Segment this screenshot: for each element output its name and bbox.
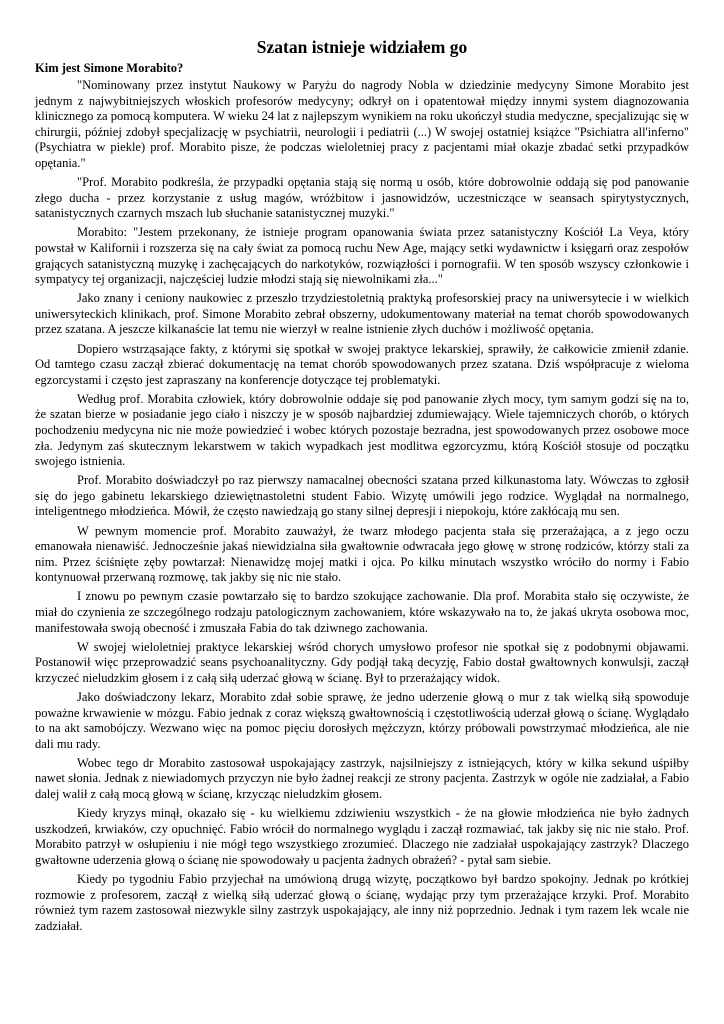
paragraph: I znowu po pewnym czasie powtarzało się to bardzo szokujące zachowanie. Dla prof. Morabita stało się oczywiste, że miał do czynienia ze szczególnego rodzaju patologicznym zachowaniem, które wskazywało na to, że jakaś ukryta osobowa moc, manifestowała swoją obecność i zmuszała Fabia do tak dziwnego zachowania. [35,589,689,635]
article-title: Szatan istnieje widziałem go [256,37,468,57]
paragraph: W pewnym momencie prof. Morabito zauważył, że twarz młodego pacjenta stała się przerażająca, a z jego oczu emanowała nienawiść. Jednocześnie jakaś niewidzialna siła gwałtownie odwracała jego głowę w stronę rodziców, którzy stali za nim. Przez ściśnięte zęby powtarzał: Nienawidzę mojej matki i ojca. Po kilku minutach wszystko wróciło do normy i Fabio kontynuował przerwaną rozmowę, tak jakby się nic nie stało. [35,523,689,585]
paragraph: Jako doświadczony lekarz, Morabito zdał sobie sprawę, że jedno uderzenie głową o mur z tak wielką siłą spowoduje poważne krwawienie w mózgu. Fabio jednak z coraz większą gwałtownością i częstotliwością uderzał głową o ścianę. Wyglądało to na akt samobójczy. Wezwano więc na pomoc pięciu dorosłych mężczyzn, którzy próbowali powstrzymać młodzieńca, ale nie dali mu rady. [35,689,689,751]
paragraph: Prof. Morabito doświadczył po raz pierwszy namacalnej obecności szatana przed kilkunastoma laty. Wówczas to zgłosił się do jego gabinetu lekarskiego dziewiętnastoletni student Fabio. Wizytę umówili jego rodzice. Wyglądał na normalnego, inteligentnego młodzieńca. Mówił, że często nawiedzają go stany silnej depresji i niepokoju, które zakłócają mu sen. [35,473,689,519]
paragraph: Jako znany i ceniony naukowiec z przeszło trzydziestoletnią praktyką profesorskiej pracy na uniwersytecie i w wielkich uniwersyteckich klinikach, prof. Simone Morabito zebrał obszerny, udokumentowany materiał na temat chorób spowodowanych przez szatana. A jeszcze kilkanaście lat temu nie wierzył w realne istnienie złych duchów i możliwość opętania. [35,291,689,337]
paragraph: "Nominowany przez instytut Naukowy w Paryżu do nagrody Nobla w dziedzinie medycyny Simone Morabito jest jednym z najwybitniejszych włoskich profesorów medycyny; odkrył on i opatentował między innymi system diagnozowania klinicznego za pomocą komputera. W wieku 24 lat z najlepszym wynikiem na roku ukończył studia medyczne, specjalizując się w chirurgii, później zdobył specjalizację w psychiatrii, neurologii i pediatrii (...) W swojej ostatniej książce "Psichiatra all'inferno" (Psychiatra w piekle) prof. Morabito pisze, że podczas wieloletniej pracy z pacjentami miał okazje zbadać setki przypadków opętania." [35,78,689,170]
paragraph: Wobec tego dr Morabito zastosował uspokajający zastrzyk, najsilniejszy z istniejących, który w kilka sekund uśpiłby nawet słonia. Jednak z niewiadomych przyczyn nie było żadnej reakcji ze strony pacjenta. Zastrzyk w ogóle nie zadziałał, a Fabio dalej walił z całą mocą głową w ścianę, krzycząc nieludzkim głosem. [35,755,689,802]
section-heading: Kim jest Simone Morabito? [35,61,184,75]
paragraph: Kiedy po tygodniu Fabio przyjechał na umówioną drugą wizytę, początkowo był bardzo spokojny. Jednak po krótkiej rozmowie z profesorem, zaczął z wielką siłą uderzać głową o ścianę, wydając przy tym przerażające krzyki. Prof. Morabito również tym razem zastosował niezwykle silny zastrzyk uspokajający, ale inny niż poprzednio. Jednak i tym razem lek wcale nie zadziałał. [35,872,689,933]
paragraph: Kiedy kryzys minął, okazało się - ku wielkiemu zdziwieniu wszystkich - że na głowie młodzieńca nie było żadnych uszkodzeń, krwiaków, czy opuchnięć. Fabio wrócił do normalnego wyglądu i zaczął rozmawiać, tak jakby się nic nie stało. Prof. Morabito patrzył w osłupieniu i nie mógł tego wszystkiego zrozumieć. Dlaczego nie zadziałał uspokajający zastrzyk? Dlaczego gwałtowne uderzenia głową o ścianę nie spowodowały u pacjenta żadnych obrażeń? - pytał sam siebie. [35,806,689,867]
paragraph: Dopiero wstrząsające fakty, z którymi się spotkał w swojej praktyce lekarskiej, sprawiły, że całkowicie zmienił zdanie. Od tamtego czasu zaczął zbierać dokumentację na temat chorób spowodowanych przez szatana. Dziś współpracuje z wieloma egzorcystami i często jest zapraszany na konferencje dotyczące tej problematyki. [35,341,689,387]
article-body [35,78,689,934]
paragraph: "Prof. Morabito podkreśla, że przypadki opętania stają się normą u osób, które dobrowolnie oddają się pod panowanie złego ducha - przez korzystanie z usług magów, wróżbitow i jasnowidzów, uczestniczące w seansach spirytystycznych, satanistycznych czarnych mszach lub słuchanie satanistycznej muzyki." [35,175,689,221]
paragraph: Morabito: "Jestem przekonany, że istnieje program opanowania świata przez satanistyczny Kościół La Veya, który powstał w Kalifornii i rozszerza się na cały świat za pomocą ruchu New Age, mający setki wydawnictw i księgarń oraz zespołów grających satanistyczną muzykę i zachęcających do narkotyków, rozwiązłości i pornografii. W ten sposób wszyscy członkowie i sympatycy tej organizacji, najczęściej ludzie młodzi stają się niewolnikami zła..." [35,225,689,287]
paragraph: Według prof. Morabita człowiek, który dobrowolnie oddaje się pod panowanie złych mocy, tym samym godzi się na to, że szatan bierze w posiadanie jego ciało i niszczy je w sposób najbardziej zdumiewający. Wiele tajemniczych chorób, o których pochodzeniu medycyna nic nie może powiedzieć i wobec których pozostaje bezradna, jest spowodowanych przez osobowe moce zła. Jedynym zaś skutecznym lekarstwem w takich wypadkach jest modlitwa egzorcyzmu, którą Kościół stosuje od początku swojego istnienia. [35,391,689,469]
paragraph: W swojej wieloletniej praktyce lekarskiej wśród chorych umysłowo profesor nie spotkał się z podobnymi objawami. Postanowił więc przeprowadzić seans psychoanalityczny. Gdy podjął taką decyzję, Fabio dostał gwałtownych konwulsji, zaczął krzyczeć nieludzkim głosem i z całą siłą uderzać głową w ścianę. Był to przerażający widok. [35,639,689,685]
